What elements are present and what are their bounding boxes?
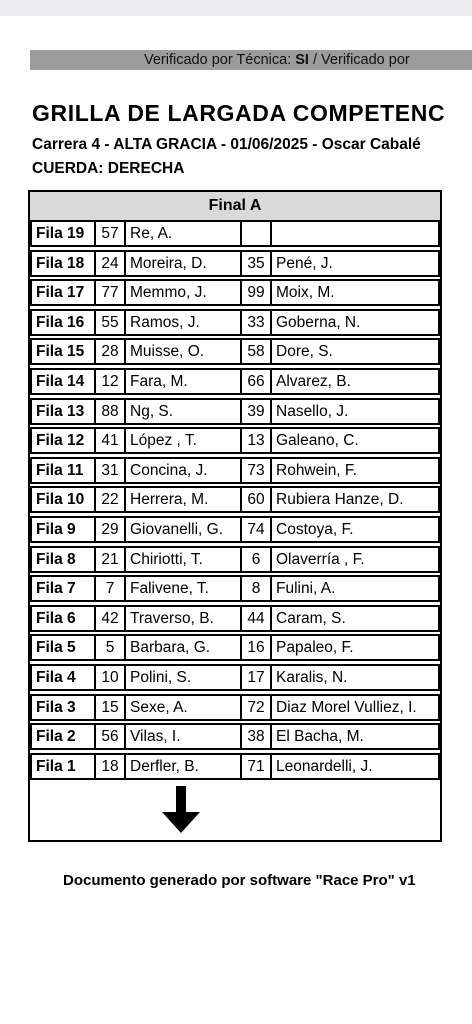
car-number-left: 55 [94, 309, 126, 336]
car-number-left: 15 [94, 694, 126, 721]
row-label: Fila 1 [30, 753, 96, 780]
table-row [30, 457, 440, 484]
driver-name-left: López , T. [124, 427, 242, 454]
driver-name-right: Caram, S. [270, 605, 440, 632]
car-number-left: 42 [94, 605, 126, 632]
table-row [30, 753, 440, 780]
table-row [30, 723, 440, 750]
table-row [30, 486, 440, 513]
driver-name-right: Pené, J. [270, 250, 440, 277]
driver-name-right: Costoya, F. [270, 516, 440, 543]
driver-name-right: Nasello, J. [270, 398, 440, 425]
row-label: Fila 9 [30, 516, 96, 543]
car-number-right: 74 [240, 516, 272, 543]
driver-name-right: Papaleo, F. [270, 634, 440, 661]
driver-name-left: Ng, S. [124, 398, 242, 425]
starting-grid-table [28, 190, 442, 842]
row-label: Fila 4 [30, 664, 96, 691]
driver-name-left: Giovanelli, G. [124, 516, 242, 543]
verified-prefix: Verificado por Técnica: [144, 52, 296, 68]
car-number-right: 8 [240, 575, 272, 602]
driver-name-left: Falivene, T. [124, 575, 242, 602]
row-label: Fila 10 [30, 486, 96, 513]
car-number-right: 16 [240, 634, 272, 661]
car-number-right [240, 220, 272, 247]
driver-name-left: Re, A. [124, 220, 242, 247]
footer-note: Documento generado por software "Race Pro" v1 [63, 872, 416, 889]
driver-name-right: Galeano, C. [270, 427, 440, 454]
car-number-left: 41 [94, 427, 126, 454]
row-label: Fila 15 [30, 338, 96, 365]
row-label: Fila 16 [30, 309, 96, 336]
car-number-right: 39 [240, 398, 272, 425]
table-row [30, 664, 440, 691]
car-number-right: 17 [240, 664, 272, 691]
browser-top-bar [0, 0, 472, 16]
car-number-right: 38 [240, 723, 272, 750]
driver-name-left: Polini, S. [124, 664, 242, 691]
table-row [30, 546, 440, 573]
car-number-left: 12 [94, 368, 126, 395]
car-number-left: 22 [94, 486, 126, 513]
table-row [30, 398, 440, 425]
driver-name-left: Concina, J. [124, 457, 242, 484]
car-number-right: 35 [240, 250, 272, 277]
car-number-left: 10 [94, 664, 126, 691]
table-row [30, 575, 440, 602]
driver-name-left: Memmo, J. [124, 279, 242, 306]
table-row [30, 250, 440, 277]
car-number-left: 57 [94, 220, 126, 247]
table-row [30, 279, 440, 306]
driver-name-right: Goberna, N. [270, 309, 440, 336]
car-number-right: 72 [240, 694, 272, 721]
car-number-left: 24 [94, 250, 126, 277]
car-number-left: 21 [94, 546, 126, 573]
driver-name-right: Diaz Morel Vulliez, I. [270, 694, 440, 721]
row-label: Fila 14 [30, 368, 96, 395]
race-subtitle: Carrera 4 - ALTA GRACIA - 01/06/2025 - Oscar Cabalé [32, 136, 421, 153]
driver-name-right: Dore, S. [270, 338, 440, 365]
driver-name-right: Karalis, N. [270, 664, 440, 691]
row-label: Fila 3 [30, 694, 96, 721]
grid-heading: Final A [30, 192, 440, 220]
row-label: Fila 2 [30, 723, 96, 750]
table-row [30, 634, 440, 661]
row-label: Fila 13 [30, 398, 96, 425]
driver-name-left: Herrera, M. [124, 486, 242, 513]
car-number-right: 6 [240, 546, 272, 573]
car-number-right: 66 [240, 368, 272, 395]
driver-name-right: Rohwein, F. [270, 457, 440, 484]
row-label: Fila 7 [30, 575, 96, 602]
verification-bar [30, 50, 472, 70]
row-label: Fila 8 [30, 546, 96, 573]
table-row [30, 338, 440, 365]
row-label: Fila 17 [30, 279, 96, 306]
verified-suffix: / Verificado por [308, 52, 410, 68]
car-number-left: 77 [94, 279, 126, 306]
car-number-right: 13 [240, 427, 272, 454]
driver-name-left: Vilas, I. [124, 723, 242, 750]
driver-name-right: Leonardelli, J. [270, 753, 440, 780]
driver-name-left: Moreira, D. [124, 250, 242, 277]
driver-name-left: Ramos, J. [124, 309, 242, 336]
driver-name-right: Moix, M. [270, 279, 440, 306]
car-number-left: 56 [94, 723, 126, 750]
car-number-right: 33 [240, 309, 272, 336]
driver-name-right: El Bacha, M. [270, 723, 440, 750]
table-row [30, 368, 440, 395]
table-row [30, 427, 440, 454]
driver-name-right: Rubiera Hanze, D. [270, 486, 440, 513]
car-number-left: 88 [94, 398, 126, 425]
car-number-left: 18 [94, 753, 126, 780]
page-title: GRILLA DE LARGADA COMPETENC [32, 100, 446, 126]
row-label: Fila 12 [30, 427, 96, 454]
car-number-left: 28 [94, 338, 126, 365]
car-number-left: 31 [94, 457, 126, 484]
car-number-left: 7 [94, 575, 126, 602]
row-label: Fila 18 [30, 250, 96, 277]
car-number-right: 71 [240, 753, 272, 780]
row-label: Fila 6 [30, 605, 96, 632]
arrow-down-icon [162, 786, 200, 834]
driver-name-left: Muisse, O. [124, 338, 242, 365]
driver-name-left: Chiriotti, T. [124, 546, 242, 573]
row-label: Fila 11 [30, 457, 96, 484]
table-row [30, 605, 440, 632]
car-number-right: 73 [240, 457, 272, 484]
driver-name-left: Derfler, B. [124, 753, 242, 780]
driver-name-left: Fara, M. [124, 368, 242, 395]
car-number-right: 60 [240, 486, 272, 513]
verified-value: SI [295, 52, 309, 68]
row-label: Fila 5 [30, 634, 96, 661]
table-row [30, 694, 440, 721]
car-number-right: 58 [240, 338, 272, 365]
table-row [30, 516, 440, 543]
car-number-left: 29 [94, 516, 126, 543]
car-number-right: 44 [240, 605, 272, 632]
row-label: Fila 19 [30, 220, 96, 247]
table-row [30, 309, 440, 336]
table-row [30, 220, 440, 247]
driver-name-left: Barbara, G. [124, 634, 242, 661]
driver-name-right: Olaverría , F. [270, 546, 440, 573]
car-number-left: 5 [94, 634, 126, 661]
driver-name-left: Traverso, B. [124, 605, 242, 632]
driver-name-left: Sexe, A. [124, 694, 242, 721]
cuerda-label: CUERDA: DERECHA [32, 160, 185, 177]
driver-name-right [270, 220, 440, 247]
driver-name-right: Fulini, A. [270, 575, 440, 602]
car-number-right: 99 [240, 279, 272, 306]
driver-name-right: Alvarez, B. [270, 368, 440, 395]
